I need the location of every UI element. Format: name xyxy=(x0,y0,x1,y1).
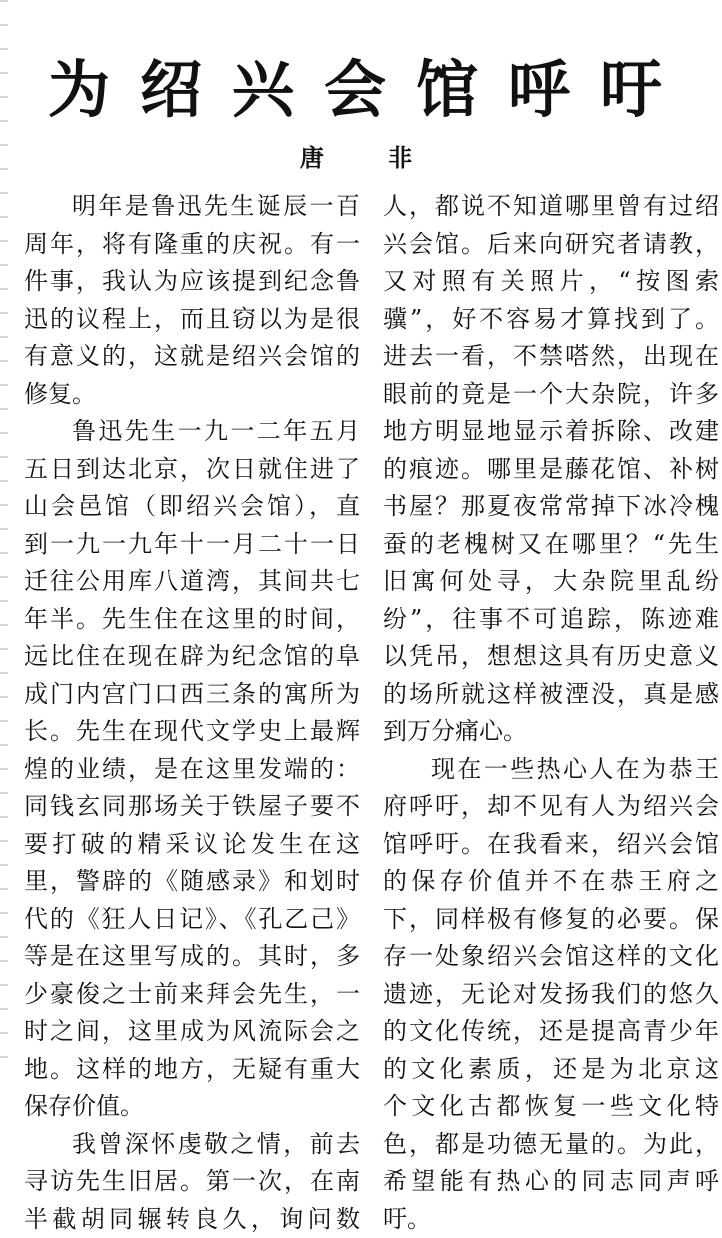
text-line: 到万分痛心。 xyxy=(383,713,719,751)
text-line: 以凭吊，想想这具有历史意义 xyxy=(383,638,719,676)
text-line: 修复。 xyxy=(24,376,360,414)
text-line: 要打破的精采议论发生在这 xyxy=(24,826,360,864)
text-line: 五日到达北京，次日就住进了 xyxy=(24,451,360,489)
text-line: 的文化素质，还是为北京这 xyxy=(383,1051,719,1089)
text-line: 成门内宫门口西三条的寓所为 xyxy=(24,676,360,714)
text-line: 周年，将有隆重的庆祝。有一 xyxy=(24,226,360,264)
text-line: 年半。先生住在这里的时间， xyxy=(24,601,360,639)
text-line: 地。这样的地方，无疑有重大 xyxy=(24,1051,360,1089)
text-line: 旧寓何处寻，大杂院里乱纷 xyxy=(383,563,719,601)
text-line: 远比住在现在辟为纪念馆的阜 xyxy=(24,638,360,676)
text-line: 又对照有关照片，“按图索 xyxy=(383,263,719,301)
text-line: 府呼吁，却不见有人为绍兴会 xyxy=(383,788,719,826)
text-line: 我曾深怀虔敬之情，前去 xyxy=(24,1126,360,1164)
text-line: 保存价值。 xyxy=(24,1088,360,1126)
text-line: 长。先生在现代文学史上最辉 xyxy=(24,713,360,751)
text-line: 的场所就这样被湮没，真是感 xyxy=(383,676,719,714)
text-line: 眼前的竟是一个大杂院，许多 xyxy=(383,376,719,414)
text-column-right xyxy=(383,188,719,1238)
text-line: 蚕的老槐树又在哪里？“先生 xyxy=(383,526,719,564)
text-line: 代的《狂人日记》、《孔乙己》 xyxy=(24,901,360,939)
text-line: 的保存价值并不在恭王府之 xyxy=(383,863,719,901)
text-line: 人，都说不知道哪里曾有过绍 xyxy=(383,188,719,226)
text-line: 煌的业绩，是在这里发端的： xyxy=(24,751,360,789)
text-line: 时之间，这里成为风流际会之 xyxy=(24,1013,360,1051)
text-line: 兴会馆。后来向研究者请教， xyxy=(383,226,719,264)
text-line: 地方明显地显示着拆除、改建 xyxy=(383,413,719,451)
article-author: 唐 非 xyxy=(40,138,700,178)
text-line: 存一处象绍兴会馆这样的文化 xyxy=(383,938,719,976)
text-line: 遗迹，无论对发扬我们的悠久 xyxy=(383,976,719,1014)
text-line: 半截胡同辗转良久，询问数 xyxy=(24,1201,360,1238)
text-line: 色，都是功德无量的。为此， xyxy=(383,1126,719,1164)
text-line: 吁。 xyxy=(383,1201,719,1238)
text-line: 件事，我认为应该提到纪念鲁 xyxy=(24,263,360,301)
page-edge-strip xyxy=(0,0,8,1080)
text-line: 到一九一九年十一月二十一日 xyxy=(24,526,360,564)
text-line: 迁往公用库八道湾，其间共七 xyxy=(24,563,360,601)
text-line: 纷”，往事不可追踪，陈迹难 xyxy=(383,601,719,639)
article-title: 为绍兴会馆呼吁 xyxy=(40,48,700,132)
text-column-left xyxy=(24,188,360,1238)
text-line: 下，同样极有修复的必要。保 xyxy=(383,901,719,939)
text-line: 的痕迹。哪里是藤花馆、补树 xyxy=(383,451,719,489)
text-line: 个文化古都恢复一些文化特 xyxy=(383,1088,719,1126)
text-line: 书屋？那夏夜常常掉下冰冷槐 xyxy=(383,488,719,526)
text-line: 等是在这里写成的。其时，多 xyxy=(24,938,360,976)
text-line: 山会邑馆（即绍兴会馆），直 xyxy=(24,488,360,526)
text-line: 有意义的，这就是绍兴会馆的 xyxy=(24,338,360,376)
text-line: 的文化传统，还是提高青少年 xyxy=(383,1013,719,1051)
text-line: 进去一看，不禁嗒然，出现在 xyxy=(383,338,719,376)
text-line: 馆呼吁。在我看来，绍兴会馆 xyxy=(383,826,719,864)
text-line: 现在一些热心人在为恭王 xyxy=(383,751,719,789)
text-line: 希望能有热心的同志同声呼 xyxy=(383,1163,719,1201)
text-line: 骥”，好不容易才算找到了。 xyxy=(383,301,719,339)
text-line: 鲁迅先生一九一二年五月 xyxy=(24,413,360,451)
text-line: 里，警辟的《随感录》和划时 xyxy=(24,863,360,901)
text-line: 明年是鲁迅先生诞辰一百 xyxy=(24,188,360,226)
text-line: 寻访先生旧居。第一次，在南 xyxy=(24,1163,360,1201)
text-line: 同钱玄同那场关于铁屋子要不 xyxy=(24,788,360,826)
text-line: 少豪俊之士前来拜会先生，一 xyxy=(24,976,360,1014)
text-line: 迅的议程上，而且窃以为是很 xyxy=(24,301,360,339)
